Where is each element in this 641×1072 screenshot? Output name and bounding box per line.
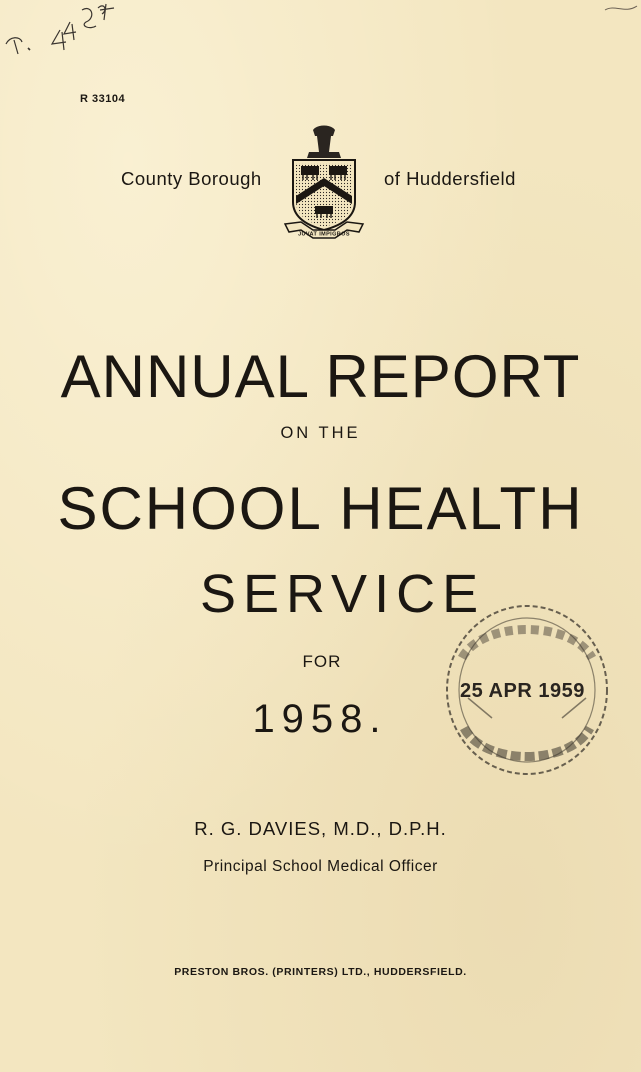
title-school-health: SCHOOL HEALTH [57, 475, 584, 542]
printer-imprint: PRESTON BROS. (PRINTERS) LTD., HUDDERSFIELD. [174, 966, 467, 978]
report-year: 1958. [252, 697, 388, 741]
header-huddersfield: of Huddersfield [384, 168, 516, 189]
corner-pencil-mark [601, 0, 641, 20]
for-label: FOR [302, 652, 342, 671]
reference-number: R 33104 [80, 93, 126, 105]
author-name: R. G. DAVIES, M.D., D.P.H. [194, 818, 447, 839]
title-annual-report: ANNUAL REPORT [60, 343, 581, 410]
author-title: Principal School Medical Officer [203, 858, 438, 875]
header-county-borough: County Borough [121, 168, 262, 189]
stamp-date: 25 APR 1959 [460, 680, 585, 702]
crest-motto: JUVAT IMPIGROS [298, 231, 350, 238]
title-service: SERVICE [200, 564, 486, 624]
coat-of-arms-icon [283, 122, 365, 240]
handwritten-annotation [0, 0, 140, 70]
title-on-the: ON THE [280, 424, 361, 442]
